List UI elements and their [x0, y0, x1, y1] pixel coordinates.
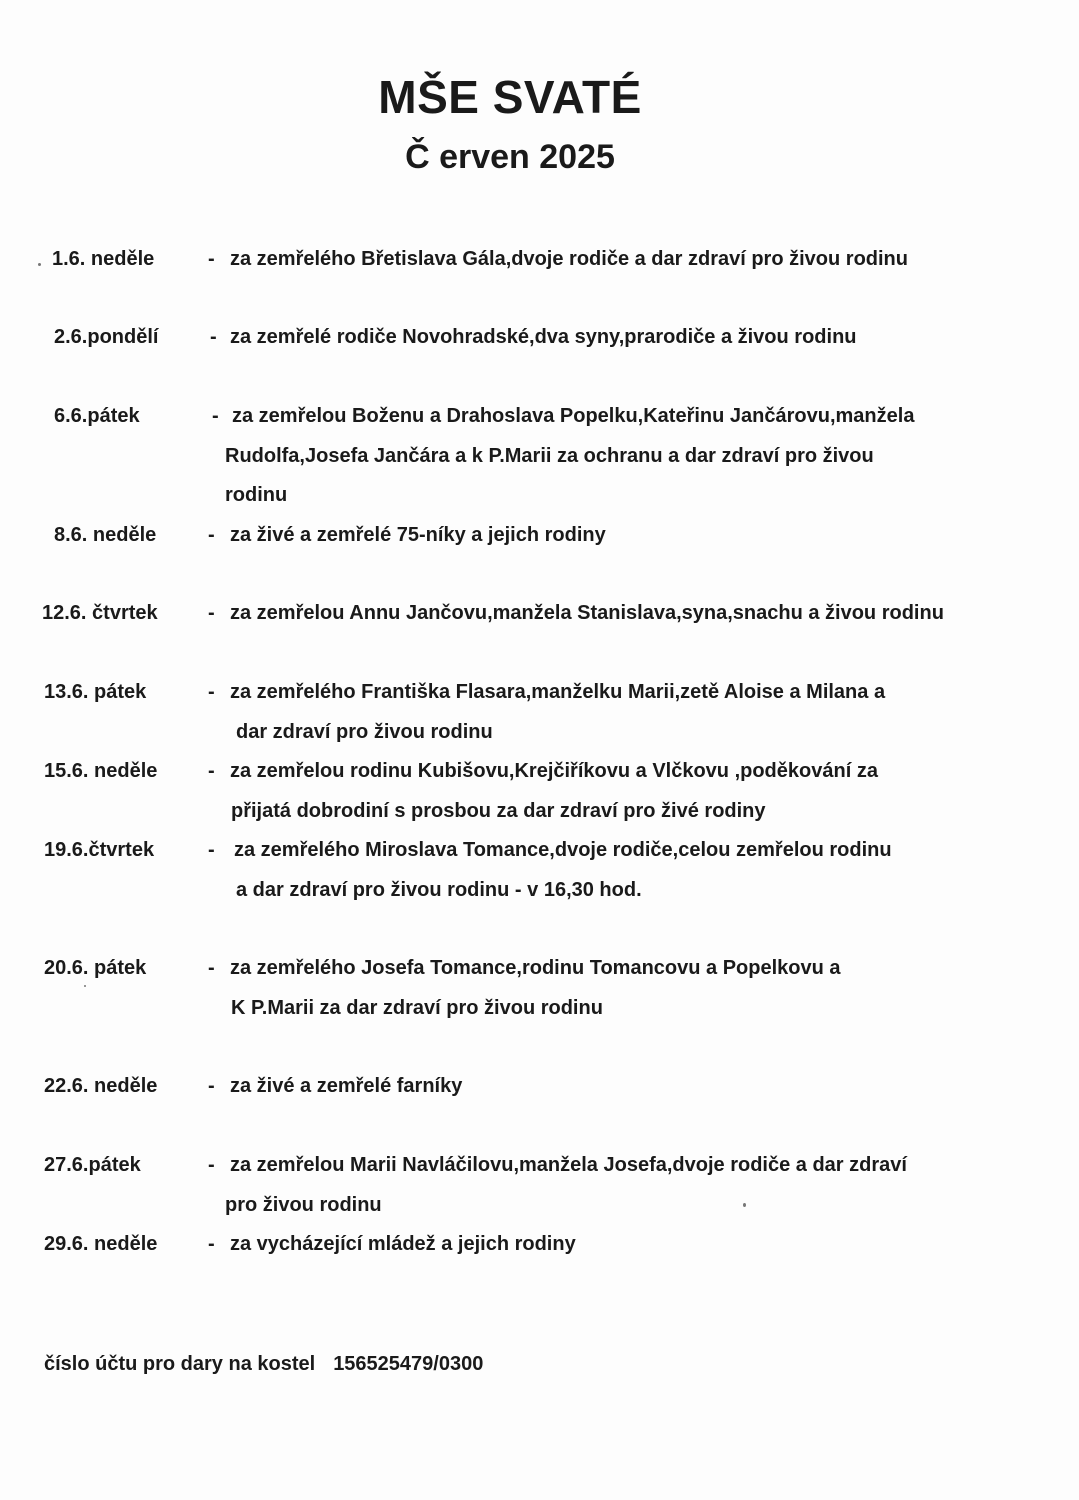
entry-dash: -: [208, 681, 215, 703]
entry-dash: -: [208, 957, 215, 979]
entry-dash: -: [208, 524, 215, 546]
entry-dash: -: [208, 1233, 215, 1255]
mass-date: 12.6. čtvrtek: [42, 602, 158, 624]
page-title: MŠE SVATÉ: [378, 71, 642, 123]
mass-intention-line: za zemřelou rodinu Kubišovu,Krejčiříkovu a Vlčkovu ,poděkování za: [230, 760, 878, 782]
entry-dash: -: [210, 326, 217, 348]
mass-date: 20.6. pátek: [44, 957, 147, 979]
mass-intention-line: za živé a zemřelé farníky: [230, 1075, 463, 1097]
mass-date: 1.6. neděle: [52, 248, 155, 270]
mass-date: 27.6.pátek: [44, 1154, 141, 1176]
entry-dash: -: [212, 405, 219, 427]
mass-date: 22.6. neděle: [44, 1075, 158, 1097]
scan-speck: [38, 263, 41, 266]
mass-intention-line: za vycházející mládež a jejich rodiny: [230, 1233, 576, 1255]
mass-intention-line: dar zdraví pro živou rodinu: [236, 720, 493, 743]
page-subtitle: Č erven 2025: [405, 138, 615, 176]
mass-date: 13.6. pátek: [44, 681, 147, 703]
mass-intention-line: za zemřelou Annu Jančovu,manžela Stanislava,syna,snachu a živou rodinu: [230, 602, 944, 624]
mass-intention-line: za zemřelého Josefa Tomance,rodinu Tomancovu a Popelkovu a: [230, 957, 841, 979]
mass-date: 29.6. neděle: [44, 1233, 158, 1255]
mass-intention-line: za zemřelé rodiče Novohradské,dva syny,prarodiče a živou rodinu: [230, 326, 857, 348]
entry-dash: -: [208, 839, 215, 861]
entry-dash: -: [208, 760, 215, 782]
scan-speck: [84, 985, 86, 987]
entry-dash: -: [208, 1154, 215, 1176]
mass-intention-line: za zemřelého Františka Flasara,manželku Marii,zetě Aloise a Milana a: [230, 681, 886, 703]
mass-intention-line: a dar zdraví pro živou rodinu - v 16,30 hod.: [236, 878, 642, 901]
scan-speck: [743, 1203, 746, 1207]
entry-dash: -: [208, 248, 215, 270]
mass-intention-line: Rudolfa,Josefa Jančára a k P.Marii za ochranu a dar zdraví pro živou: [225, 444, 874, 467]
mass-intention-line: rodinu: [225, 484, 288, 506]
mass-date: 19.6.čtvrtek: [44, 839, 155, 861]
mass-intention-line: za zemřelého Břetislava Gála,dvoje rodiče a dar zdraví pro živou rodinu: [230, 248, 908, 270]
mass-intention-line: pro živou rodinu: [225, 1193, 382, 1216]
mass-intention-line: za zemřelou Marii Navláčilovu,manžela Josefa,dvoje rodiče a dar zdraví: [230, 1154, 907, 1176]
mass-intention-line: za živé a zemřelé 75-níky a jejich rodiny: [230, 524, 606, 546]
mass-date: 8.6. neděle: [54, 524, 157, 546]
mass-date: 6.6.pátek: [54, 405, 140, 427]
entry-dash: -: [208, 1075, 215, 1097]
account-note: [44, 1345, 483, 1385]
mass-intention-line: za zemřelého Miroslava Tomance,dvoje rodiče,celou zemřelou rodinu: [234, 839, 892, 861]
entry-dash: -: [208, 602, 215, 624]
mass-intention-line: K P.Marii za dar zdraví pro živou rodinu: [231, 996, 603, 1019]
mass-intention-line: přijatá dobrodiní s prosbou za dar zdraví pro živé rodiny: [231, 799, 766, 822]
account-number: 156525479/0300: [333, 1353, 484, 1375]
mass-intention-line: za zemřelou Boženu a Drahoslava Popelku,Kateřinu Jančárovu,manžela: [232, 405, 915, 427]
account-label: číslo účtu pro dary na kostel: [44, 1353, 316, 1375]
mass-date: 15.6. neděle: [44, 760, 158, 782]
mass-date: 2.6.pondělí: [54, 326, 159, 348]
